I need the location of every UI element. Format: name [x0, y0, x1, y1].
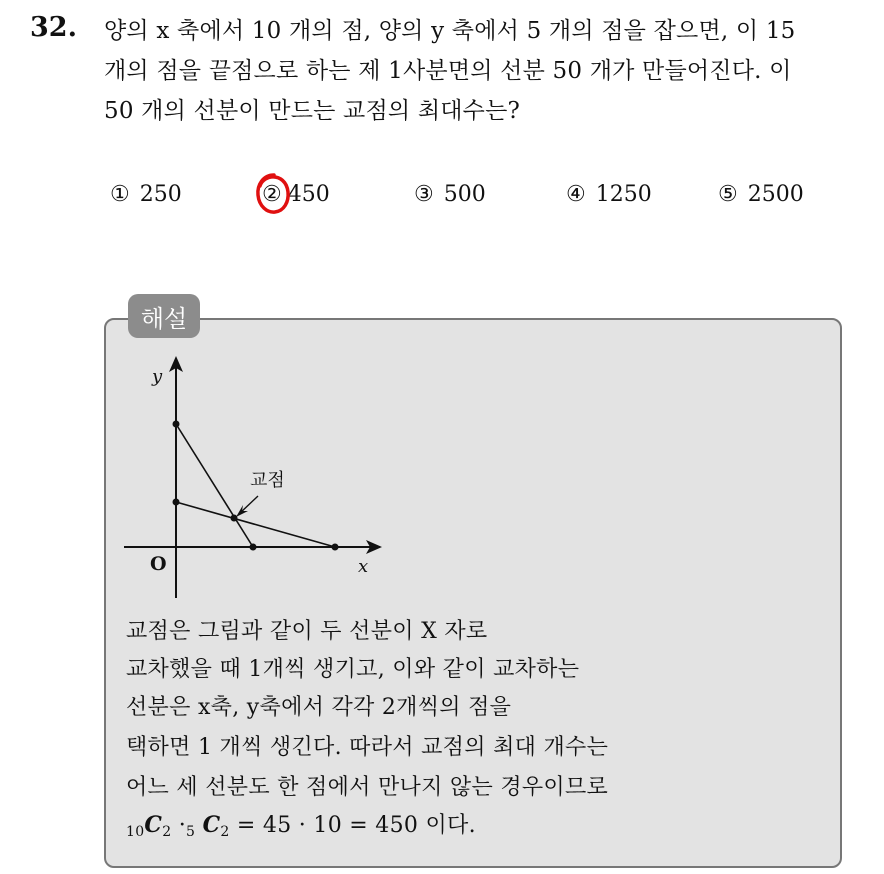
intersection-label: 교점 [250, 470, 285, 491]
explanation-line-4: 택하면 1 개씩 생긴다. 따라서 교점의 최대 개수는 [126, 735, 609, 760]
explanation-line-2: 교차했을 때 1개씩 생기고, 이와 같이 교차하는 [126, 657, 580, 682]
explanation-line-3: 선분은 x축, y축에서 각각 2개씩의 점을 [126, 695, 512, 720]
choice-5-mark: ⑤ [718, 182, 738, 207]
formula-result: = 45 · 10 = 450 이다. [236, 813, 476, 838]
segment-1 [176, 424, 253, 547]
choice-1-mark: ① [110, 182, 130, 207]
explanation-tag: 해설 [128, 294, 200, 338]
point-x-near [250, 544, 257, 551]
x-axis-label: x [358, 556, 369, 577]
explanation-line-1: 교점은 그림과 같이 두 선분이 X 자로 [126, 619, 488, 644]
answer-choices [0, 182, 884, 216]
point-y-upper [173, 421, 180, 428]
point-y-lower [173, 499, 180, 506]
choice-4-value: 1250 [595, 182, 652, 207]
intersection-point [231, 515, 238, 522]
origin-label: O [150, 553, 167, 575]
choice-3[interactable] [414, 182, 486, 207]
choice-2-mark: ② [262, 182, 282, 207]
formula-sub-2b: 2 [220, 824, 230, 840]
formula-sub-5: 5 [186, 824, 196, 840]
formula-c-1: C [144, 812, 163, 838]
explanation-graph [110, 340, 400, 600]
explanation-line-5: 어느 세 선분도 한 점에서 만나지 않는 경우이므로 [126, 775, 609, 800]
point-x-far [332, 544, 339, 551]
choice-3-mark: ③ [414, 182, 434, 207]
answer-circle-mark [254, 172, 292, 216]
choice-4-mark: ④ [566, 182, 586, 207]
formula-sub-10: 10 [126, 824, 145, 840]
choice-5-value: 2500 [747, 182, 804, 207]
formula-sub-2a: 2 [162, 824, 172, 840]
y-axis-label: y [152, 366, 163, 387]
question-text-line-3: 50 개의 선분이 만드는 교점의 최대수는? [104, 98, 521, 124]
segment-2 [176, 502, 335, 547]
question-text-line-2: 개의 점을 끝점으로 하는 제 1사분면의 선분 50 개가 만들어진다. 이 [104, 58, 792, 84]
choice-3-value: 500 [443, 182, 486, 207]
formula-dot: · [178, 813, 187, 838]
choice-4[interactable] [566, 182, 652, 207]
choice-1[interactable] [110, 182, 182, 207]
choice-2-value: 450 [287, 182, 330, 207]
question-text-line-1: 양의 x 축에서 10 개의 점, 양의 y 축에서 5 개의 점을 잡으면, 이 15 [104, 18, 796, 44]
question-number: 32. [30, 12, 77, 43]
explanation-formula [126, 808, 476, 840]
choice-5[interactable] [718, 182, 804, 207]
choice-1-value: 250 [139, 182, 182, 207]
formula-c-2: C [202, 812, 221, 838]
